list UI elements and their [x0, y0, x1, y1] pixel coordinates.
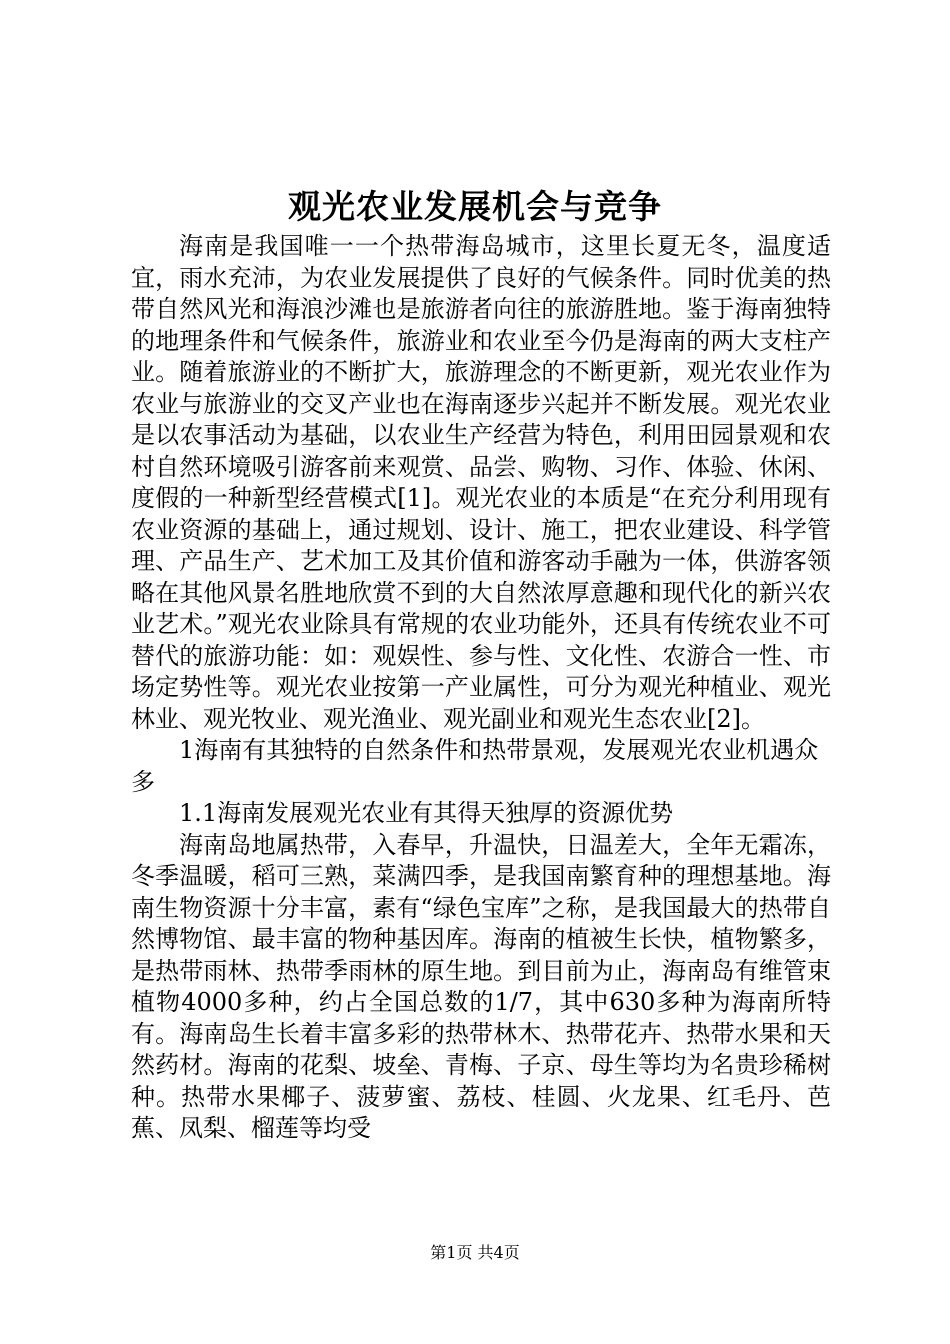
page-title: 观光农业发展机会与竞争 [288, 187, 662, 226]
section-heading-1-1: 1.1海南发展观光农业有其得天独厚的资源优势 [179, 799, 674, 827]
paragraph-resources: 海南岛地属热带，入春早，升温快，日温差大，全年无霜冻，冬季温暖，稻可三熟，菜满四季，是我国南繁育种的理想基地。海南生物资源十分丰富，素有“绿色宝库”之称，是我国最大的热带自然博物馆、最丰富的物种基因库。海南的植被生长快，植物繁多，是热带雨林、热带季雨林的原生地。到目前为止，海南岛有维管束植物4000多种，约占全国总数的1/7，其中630多种为海南所特有。海南岛生长着丰富多彩的热带林木、热带花卉、热带水果和天然药材。海南的花梨、坡垒、青梅、子京、母生等均为名贵珍稀树种。热带水果椰子、菠萝蜜、荔枝、桂圆、火龙果、红毛丹、芭蕉、凤梨、榴莲等均受 [131, 830, 831, 1142]
document-body [131, 231, 831, 1145]
section-heading-1: 1海南有其独特的自然条件和热带景观，发展观光农业机遇众多 [131, 736, 819, 796]
paragraph-intro: 海南是我国唯一一个热带海岛城市，这里长夏无冬，温度适宜，雨水充沛，为农业发展提供了良好的气候条件。同时优美的热带自然风光和海浪沙滩也是旅游者向往的旅游胜地。鉴于海南独特的地理条件和气候条件，旅游业和农业至今仍是海南的两大支柱产业。随着旅游业的不断扩大，旅游理念的不断更新，观光农业作为农业与旅游业的交叉产业也在海南逐步兴起并不断发展。观光农业是以农事活动为基础，以农业生产经营为特色，利用田园景观和农村自然环境吸引游客前来观赏、品尝、购物、习作、体验、休闲、度假的一种新型经营模式[1]。观光农业的本质是“在充分利用现有农业资源的基础上，通过规划、设计、施工，把农业建设、科学管理、产品生产、艺术加工及其价值和游客动手融为一体，供游客领略在其他风景名胜地欣赏不到的大自然浓厚意趣和现代化的新兴农业艺术。”观光农业除具有常规的农业功能外，还具有传统农业不可替代的旅游功能：如：观娱性、参与性、文化性、农游合一性、市场定势性等。观光农业按第一产业属性，可分为观光种植业、观光林业、观光牧业、观光渔业、观光副业和观光生态农业[2]。 [131, 232, 831, 733]
page-footer: 第1页 共4页 [430, 1243, 520, 1262]
